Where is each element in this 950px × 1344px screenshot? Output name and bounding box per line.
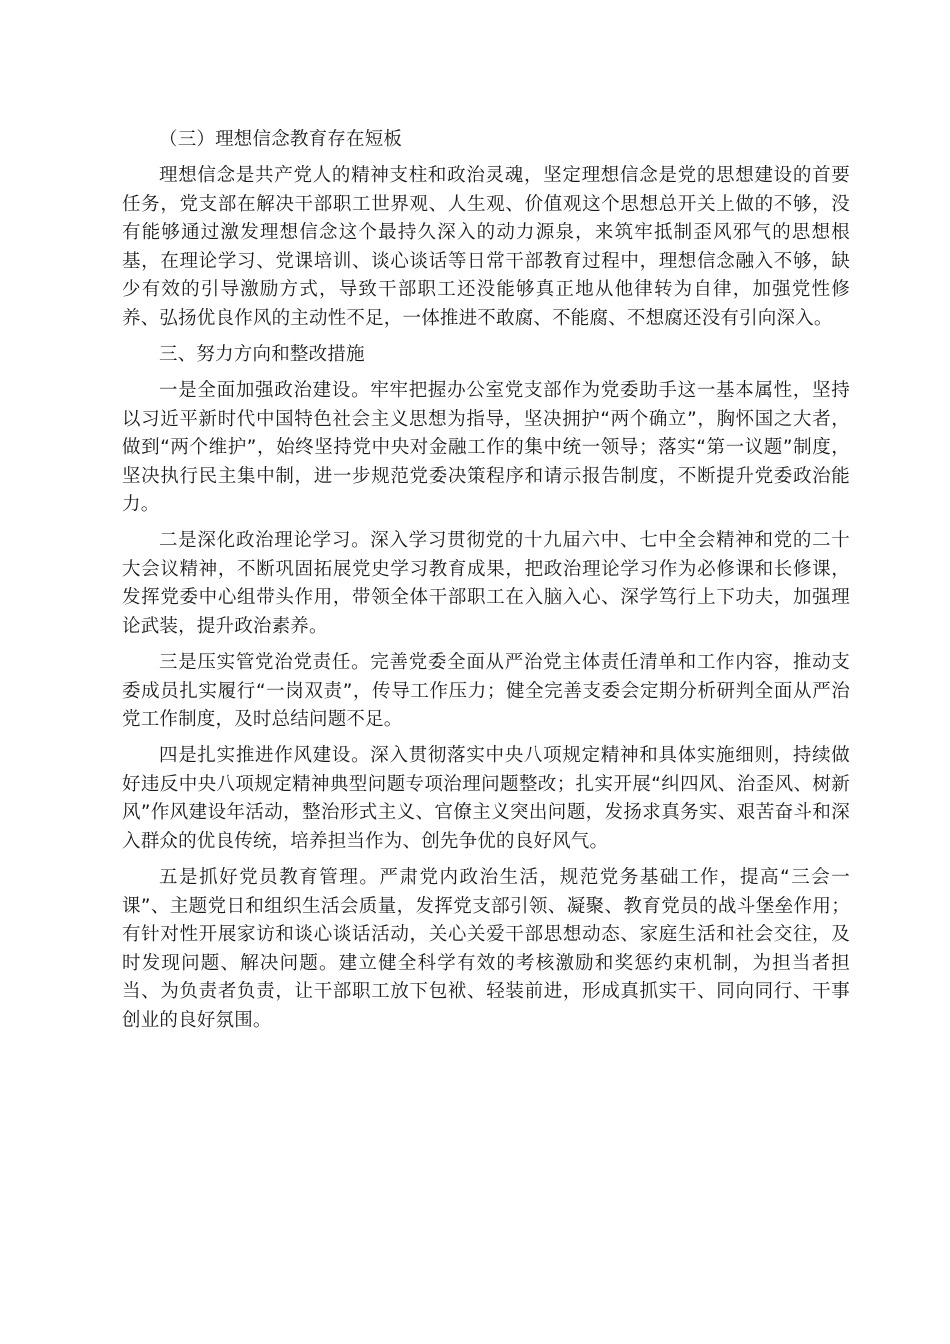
paragraph-measure-5: 五是抓好党员教育管理。严肃党内政治生活，规范党务基础工作，提高“三会一课”、主题党日和组织生活会质量，发挥党支部引领、凝聚、教育党员的战斗堡垒作用；有针对性开展家访和谈心谈话活动，关心关爱干部思想动态、家庭生活和社会交往，及时发现问题、解决问题。建立健全科学有效的考核激励和奖惩约束机制，为担当者担当、为负责者负责，让干部职工放下包袱、轻装前进，形成真抓实干、同向同行、干事创业的良好氛围。 — [122, 866, 850, 1031]
section-heading-measures: 三、努力方向和整改措施 — [159, 343, 365, 365]
paragraph-measure-2: 二是深化政治理论学习。深入学习贯彻党的十九届六中、七中全会精神和党的二十大会议精神，不断巩固拓展党史学习教育成果，把政治理论学习作为必修课和长修课，发挥党委中心组带头作用，带领全体干部职工在入脑入心、深学笃行上下功夫，加强理论武装，提升政治素养。 — [122, 530, 850, 638]
section-heading-ideals: （三）理想信念教育存在短板 — [159, 129, 403, 150]
paragraph-measure-3: 三是压实管党治党责任。完善党委全面从严治党主体责任清单和工作内容，推动支委成员扎实履行“一岗双责”，传导工作压力；健全完善支委会定期分析研判全面从严治党工作制度，及时总结问题不足。 — [122, 652, 850, 731]
paragraph-measure-4: 四是扎实推进作风建设。深入贯彻落实中央八项规定精神和具体实施细则，持续做好违反中央八项规定精神典型问题专项治理问题整改；扎实开展“纠四风、治歪风、树新风”作风建设年活动，整治形式主义、官僚主义突出问题，发扬求真务实、艰苦奋斗和深入群众的优良传统，培养担当作为、创先争优的良好风气。 — [122, 745, 850, 852]
paragraph-ideals: 理想信念是共产党人的精神支柱和政治灵魂，坚定理想信念是党的思想建设的首要任务，党支部在解决干部职工世界观、人生观、价值观这个思想总开关上做的不够，没有能够通过激发理想信念这个最持久深入的动力源泉，来筑牢抵制歪风邪气的思想根基，在理论学习、党课培训、谈心谈话等日常干部教育过程中，理想信念融入不够，缺少有效的引导激励方式，导致干部职工还没能够真正地从他律转为自律，加强党性修养、弘扬优良作风的主动性不足，一体推进不敢腐、不能腐、不想腐还没有引向深入。 — [122, 164, 850, 329]
document-body — [122, 126, 850, 1043]
paragraph-measure-1: 一是全面加强政治建设。牢牢把握办公室党支部作为党委助手这一基本属性，坚持以习近平新时代中国特色社会主义思想为指导，坚决拥护“两个确立”，胸怀国之大者，做到“两个维护”，始终坚持党中央对金融工作的集中统一领导；落实“第一议题”制度，坚决执行民主集中制，进一步规范党委决策程序和请示报告制度，不断提升党委政治能力。 — [122, 379, 850, 516]
